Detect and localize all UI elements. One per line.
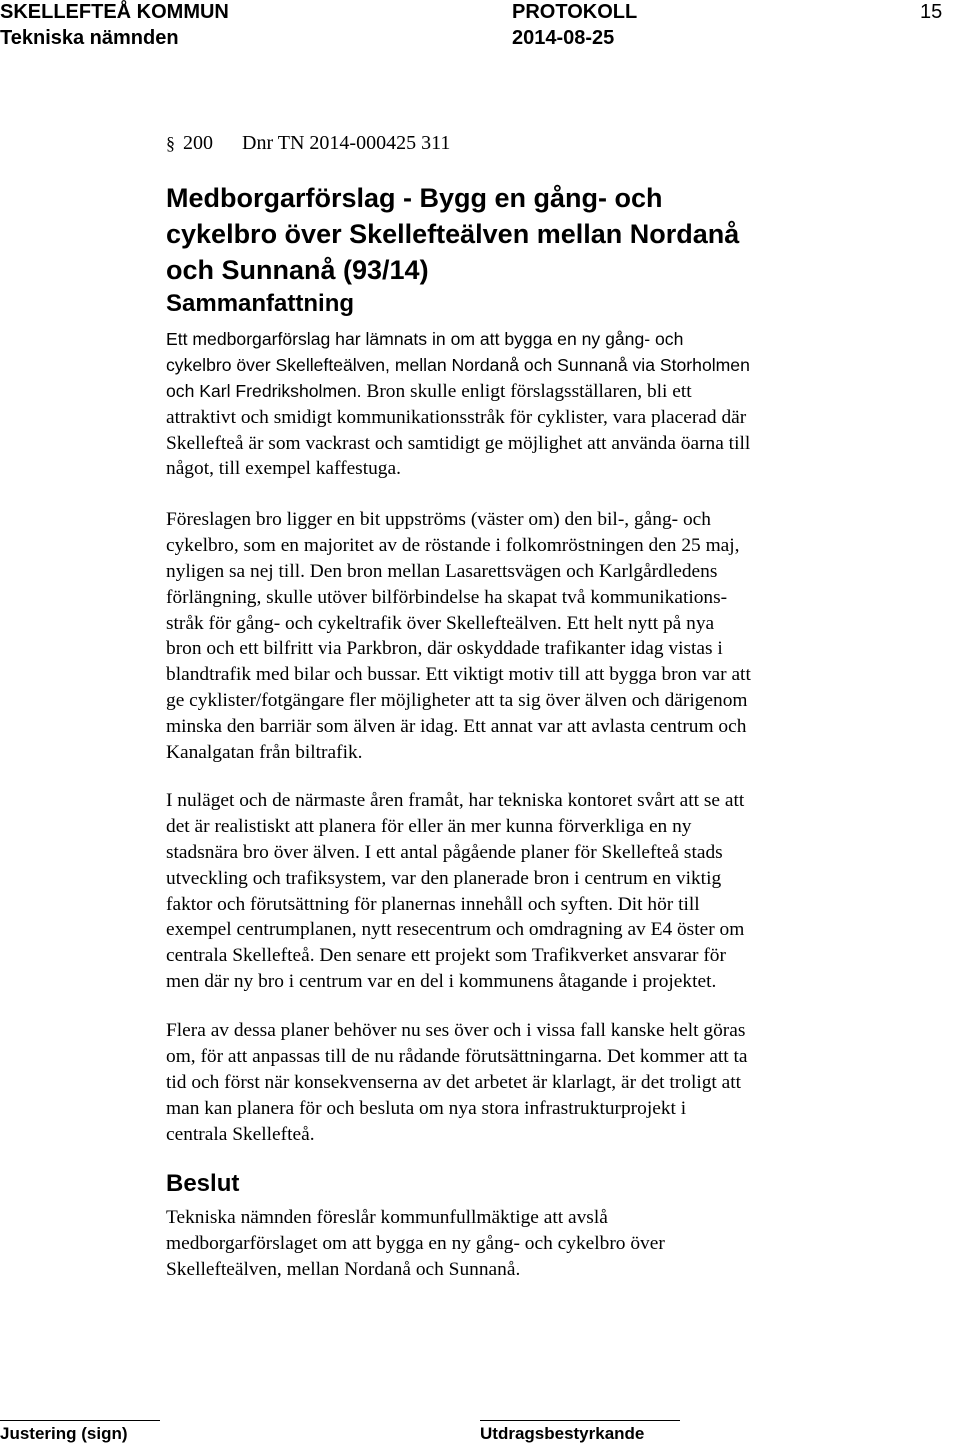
summary-heading: Sammanfattning <box>166 290 355 317</box>
decision-paragraph <box>166 1205 665 1283</box>
title-line: Medborgarförslag - Bygg en gång- och <box>166 183 663 213</box>
document-type: PROTOKOLL <box>512 1 638 23</box>
paragraph-line: Föreslagen bro ligger en bit uppströms (väster om) den bil-, gång- och <box>166 509 711 530</box>
paragraph-line: nyligen sa nej till. Den bron mellan Lasarettsvägen och Karlgårdledens <box>166 560 718 582</box>
paragraph-line: tid och först när konsekvenserna av det arbetet är klarlagt, är det troligt att <box>166 1071 742 1093</box>
paragraph-line: bron och ett bilfritt via Parkbron, där oskyddade trafikanter idag vistas i <box>166 638 723 660</box>
summary-paragraph-3 <box>166 788 744 995</box>
certification-label: Utdragsbestyrkande <box>480 1424 645 1443</box>
summary-paragraph-2 <box>166 507 751 766</box>
meeting-date: 2014-08-25 <box>512 27 615 49</box>
page-number: 15 <box>920 1 943 23</box>
paragraph-line: centrala Skellefteå. <box>166 1123 315 1145</box>
paragraph-line: minska den barriär som älven är idag. Ett annat var att avlasta centrum och <box>166 716 747 738</box>
paragraph-line: ge cyklister/fotgängare fler möjligheter att ta sig över älven och därigenom <box>166 690 748 712</box>
certification-line <box>480 1420 680 1421</box>
paragraph-line: cykelbro, som en majoritet av de röstande i folkomröstningen den 25 maj, <box>166 534 740 556</box>
case-number: 200 <box>183 132 213 154</box>
paragraph-line: I nuläget och de närmaste åren framåt, har tekniska kontoret svårt att se att <box>166 790 745 811</box>
section-mark: § <box>166 133 175 153</box>
paragraph-line: stadsnära bro över älven. I ett antal pågående planer för Skellefteå stads <box>166 841 723 863</box>
organization-name: SKELLEFTEÅ KOMMUN <box>0 1 229 23</box>
paragraph-line: exempel centrumplanen, nytt resecentrum och omdragning av E4 öster om <box>166 919 745 941</box>
committee-name: Tekniska nämnden <box>0 27 179 49</box>
summary-paragraph-4 <box>166 1018 748 1147</box>
paragraph-line: förlängning, skulle utöver bilförbindelse ha skapat två kommunikations- <box>166 586 728 608</box>
paragraph-line: Ett medborgarförslag har lämnats in om att bygga en ny gång- och <box>166 329 684 349</box>
title-line: cykelbro över Skellefteälven mellan Nordanå <box>166 219 740 249</box>
decision-heading: Beslut <box>166 1170 240 1197</box>
paragraph-line: centrala Skellefteå. Den senare ett projekt som Trafikverket ansvarar för <box>166 945 726 967</box>
paragraph-line: man kan planera för och besluta om nya stora infrastrukturprojekt i <box>166 1097 687 1119</box>
paragraph-line: Kanalgatan från biltrafik. <box>166 742 363 764</box>
paragraph-line: men där ny bro i centrum var en del i kommunens åtagande i projektet. <box>166 971 717 993</box>
signature-line <box>0 1420 160 1421</box>
title-line: och Sunnanå (93/14) <box>166 255 429 285</box>
paragraph-line: cykelbro över Skellefteälven, mellan Nordanå och Sunnanå via Storholmen <box>166 354 750 375</box>
paragraph-line: faktor och förutsättning för planernas innehåll och syften. Dit hör till <box>166 893 700 915</box>
paragraph-line: utveckling och trafiksystem, var den planerade bron i centrum en viktig <box>166 867 722 889</box>
case-dnr: Dnr TN 2014-000425 311 <box>242 132 451 154</box>
paragraph-line: något, till exempel kaffestuga. <box>166 458 401 480</box>
paragraph-line: Skellefteå är som vackrast och samtidigt ge möjlighet att använda öarna till <box>166 432 751 454</box>
summary-paragraph-1 <box>166 327 750 482</box>
para1-lead: Bron skulle enligt förslagsställaren, bli ett <box>361 380 692 402</box>
paragraph-line: attraktivt och smidigt kommunikationsstråk för cyklister, vara placerad där <box>166 406 747 428</box>
paragraph-line <box>166 379 750 405</box>
paragraph-line: stråk för gång- och cykeltrafik över Skellefteälven. Ett helt nytt på nya <box>166 612 715 634</box>
paragraph-line: medborgarförslaget om att bygga en ny gång- och cykelbro över <box>166 1232 665 1254</box>
paragraph-line: om, för att anpassas till de nu rådande förutsättningarna. Det kommer att ta <box>166 1045 748 1067</box>
case-title <box>166 180 886 288</box>
paragraph-line: Tekniska nämnden föreslår kommunfullmäktige att avslå <box>166 1207 608 1228</box>
intro-tail: och Karl Fredriksholmen. <box>166 380 362 401</box>
paragraph-line: det är realistiskt att planera för eller än mer kunna förverkliga en ny <box>166 815 692 837</box>
paragraph-line: Skellefteälven, mellan Nordanå och Sunnanå. <box>166 1258 521 1280</box>
paragraph-line: Flera av dessa planer behöver nu ses över och i vissa fall kanske helt göras <box>166 1020 746 1041</box>
signature-label: Justering (sign) <box>0 1424 128 1443</box>
case-line <box>183 130 450 156</box>
paragraph-line: blandtrafik med bilar och bussar. Ett viktigt motiv till att bygga bron var att <box>166 664 751 686</box>
